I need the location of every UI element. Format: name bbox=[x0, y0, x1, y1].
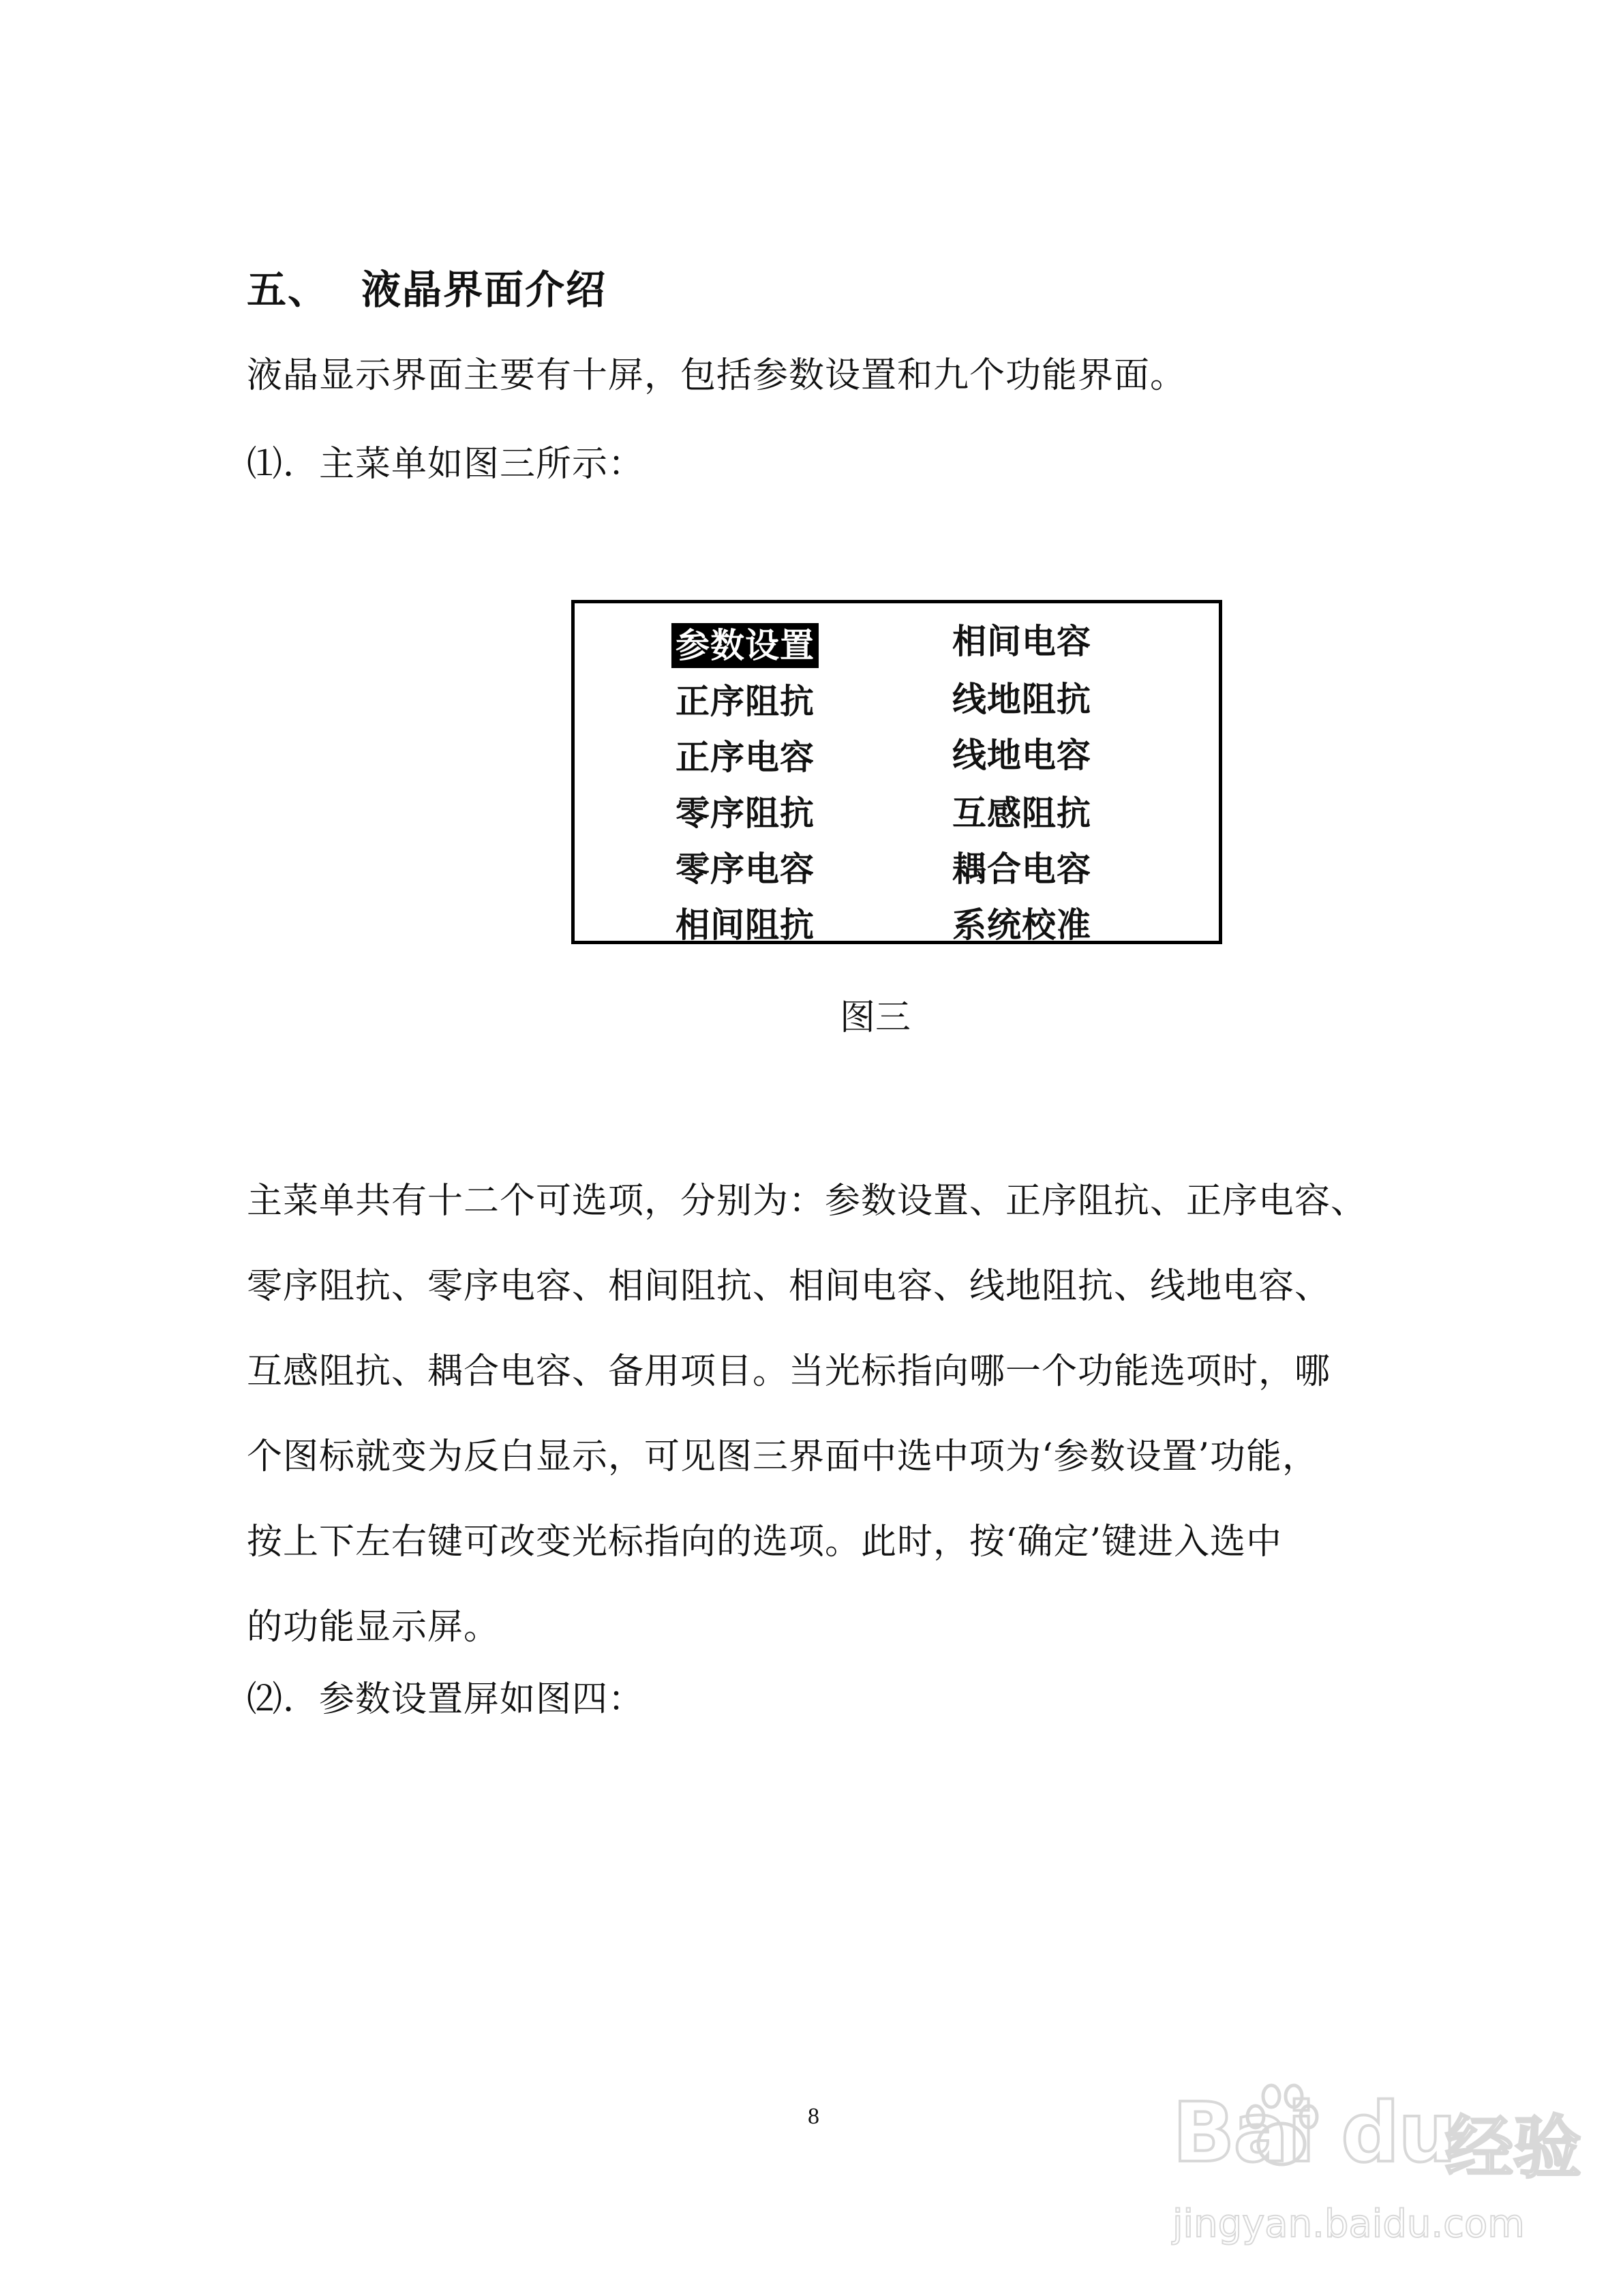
lcd-main-menu-figure bbox=[571, 600, 1222, 944]
lcd-menu-item: 互感阻抗 bbox=[952, 794, 1091, 833]
lcd-menu-item: 耦合电容 bbox=[952, 849, 1091, 889]
section-title: 液晶界面介绍 bbox=[361, 267, 607, 313]
section-heading bbox=[247, 258, 607, 315]
figure-caption: 图三 bbox=[840, 997, 911, 1038]
baidu-watermark bbox=[1159, 2072, 1581, 2277]
body-line: 主菜单共有十二个可选项，分别为：参数设置、正序阻抗、正序电容、 bbox=[247, 1181, 1367, 1222]
intro-paragraph: 液晶显示界面主要有十屏，包括参数设置和九个功能界面。 bbox=[247, 355, 1187, 396]
item-1-heading: ⑴．主菜单如图三所示： bbox=[247, 444, 645, 485]
body-line: 按上下左右键可改变光标指向的选项。此时，按‘确定’键进入选中 bbox=[247, 1522, 1283, 1562]
body-line: 个图标就变为反白显示，可见图三界面中选中项为‘参数设置’功能， bbox=[247, 1436, 1319, 1477]
lcd-menu-item: 正序电容 bbox=[676, 738, 815, 777]
section-number: 五、 bbox=[247, 267, 329, 313]
lcd-menu-item: 相间阻抗 bbox=[676, 905, 815, 945]
page-number: 8 bbox=[808, 2104, 819, 2129]
body-line: 零序阻抗、零序电容、相间阻抗、相间电容、线地阻抗、线地电容、 bbox=[247, 1266, 1331, 1307]
lcd-menu-item-selected: 参数设置 bbox=[671, 623, 819, 668]
watermark-sub: 经验 bbox=[1445, 2108, 1581, 2188]
lcd-menu-item: 零序电容 bbox=[676, 849, 815, 889]
body-line: 的功能显示屏。 bbox=[247, 1607, 500, 1648]
watermark-url: jingyan.baidu.com bbox=[1172, 2202, 1525, 2246]
lcd-menu-item: 线地阻抗 bbox=[952, 680, 1091, 719]
lcd-menu-item: 正序阻抗 bbox=[676, 682, 815, 721]
lcd-menu-item: 零序阻抗 bbox=[676, 794, 815, 833]
body-line: 互感阻抗、耦合电容、备用项目。当光标指向哪一个功能选项时，哪 bbox=[247, 1351, 1331, 1392]
watermark-brand: Bai du bbox=[1172, 2086, 1455, 2181]
body-paragraph bbox=[247, 1159, 1399, 1670]
item-2-heading: ⑵．参数设置屏如图四： bbox=[247, 1679, 645, 1720]
lcd-menu-item: 线地电容 bbox=[952, 736, 1091, 775]
lcd-menu-item: 相间电容 bbox=[952, 622, 1091, 661]
lcd-menu-item: 系统校准 bbox=[952, 905, 1091, 945]
